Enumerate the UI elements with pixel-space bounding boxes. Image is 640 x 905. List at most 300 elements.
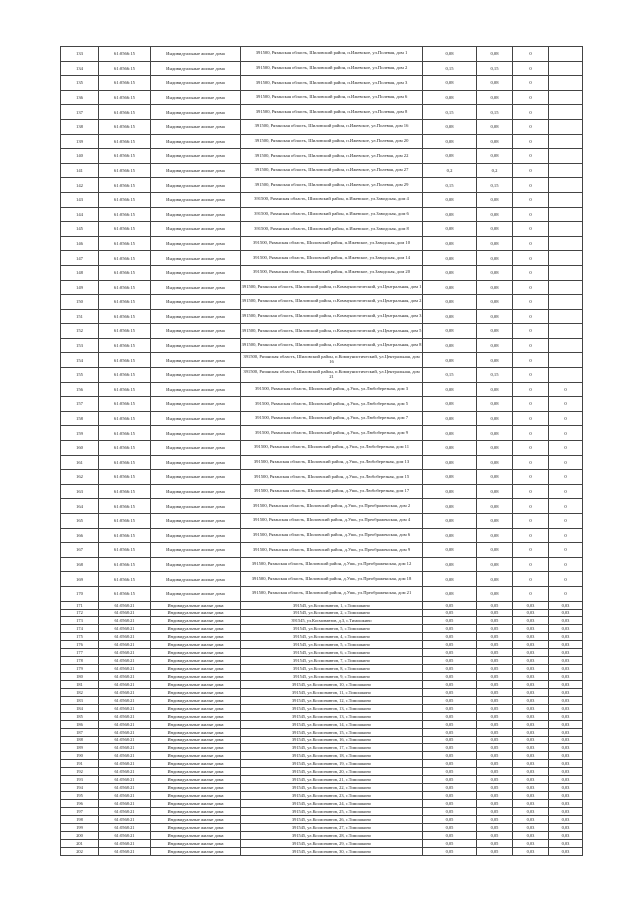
value-3-cell: 0 <box>513 353 549 368</box>
row-number-cell: 184 <box>61 704 99 712</box>
address-cell: 391500, Рязанская область, Шиловский район, п.Ижевское, ул.Полевая, дом 16 <box>241 119 423 134</box>
value-4-cell <box>549 251 583 266</box>
value-1-cell: 0,08 <box>423 338 477 353</box>
value-4-cell <box>549 236 583 251</box>
value-4-cell <box>549 149 583 164</box>
value-4-cell: 0,03 <box>549 792 583 800</box>
value-1-cell: 0,08 <box>423 265 477 280</box>
table-row <box>61 617 583 625</box>
table-row <box>61 47 583 62</box>
cadastral-code-cell: 61:0568:21 <box>99 776 151 784</box>
value-2-cell: 0,05 <box>477 768 513 776</box>
value-2-cell: 0,05 <box>477 680 513 688</box>
table-row <box>61 649 583 657</box>
row-number-cell: 166 <box>61 528 99 543</box>
cadastral-code-cell: 61:0566:15 <box>99 499 151 514</box>
address-cell: 391545, ул.Космонавтов, 27, с.Тимошкино <box>241 823 423 831</box>
value-4-cell: 0 <box>549 484 583 499</box>
address-cell: 391500, Рязанская область, Шиловский район, п.Ижевское, ул.Полевая, дом 2 <box>241 61 423 76</box>
table-row <box>61 680 583 688</box>
value-3-cell: 0,03 <box>513 673 549 681</box>
cadastral-code-cell: 61:0568:21 <box>99 617 151 625</box>
row-number-cell: 196 <box>61 800 99 808</box>
value-4-cell: 0,03 <box>549 831 583 839</box>
address-cell: 391500, Рязанская область, Шиловский район, п.Ижевское, ул.Заводская, дом 20 <box>241 265 423 280</box>
object-type-cell: Индивидуальные жилые дома <box>151 119 241 134</box>
address-cell: 391500, Рязанская область, Шиловский район, п.Ижевское, ул.Полевая, дом 20 <box>241 134 423 149</box>
cadastral-code-cell: 61:0568:21 <box>99 847 151 855</box>
value-2-cell: 0,08 <box>477 295 513 310</box>
address-cell: 391545, ул.Космонавтов, 30, с.Тимошкино <box>241 847 423 855</box>
cadastral-code-cell: 61:0568:21 <box>99 688 151 696</box>
value-1-cell: 0,05 <box>423 649 477 657</box>
table-row <box>61 207 583 222</box>
cadastral-code-cell: 61:0566:15 <box>99 134 151 149</box>
value-4-cell <box>549 309 583 324</box>
table-row <box>61 641 583 649</box>
value-4-cell: 0,03 <box>549 680 583 688</box>
value-3-cell: 0 <box>513 499 549 514</box>
value-4-cell: 0 <box>549 426 583 441</box>
address-cell: 391545, ул.Космонавтов, 1, с.Тимошкино <box>241 601 423 609</box>
value-1-cell: 0,2 <box>423 163 477 178</box>
value-3-cell: 0 <box>513 119 549 134</box>
value-1-cell: 0,05 <box>423 744 477 752</box>
value-2-cell: 0,05 <box>477 657 513 665</box>
table-row <box>61 368 583 383</box>
row-number-cell: 153 <box>61 338 99 353</box>
value-2-cell: 0,08 <box>477 528 513 543</box>
object-type-cell: Индивидуальные жилые дома <box>151 673 241 681</box>
value-1-cell: 0,05 <box>423 792 477 800</box>
cadastral-code-cell: 61:0566:15 <box>99 149 151 164</box>
value-1-cell: 0,08 <box>423 295 477 310</box>
value-2-cell: 0,15 <box>477 61 513 76</box>
table-row <box>61 752 583 760</box>
value-3-cell: 0 <box>513 105 549 120</box>
object-type-cell: Индивидуальные жилые дома <box>151 823 241 831</box>
value-3-cell: 0 <box>513 295 549 310</box>
cadastral-code-cell: 61:0566:15 <box>99 207 151 222</box>
row-number-cell: 139 <box>61 134 99 149</box>
value-3-cell: 0 <box>513 586 549 601</box>
object-type-cell: Индивидуальные жилые дома <box>151 586 241 601</box>
cadastral-code-cell: 61:0568:21 <box>99 657 151 665</box>
cadastral-code-cell: 61:0566:15 <box>99 397 151 412</box>
address-cell: 391545, ул.Космонавтов, 10, с.Тимошкино <box>241 680 423 688</box>
value-1-cell: 0,08 <box>423 514 477 529</box>
object-type-cell: Индивидуальные жилые дома <box>151 207 241 222</box>
address-cell: 391545, ул.Космонавтов, 17, с.Тимошкино <box>241 744 423 752</box>
address-cell: 391500, Рязанская область, Шиловский район, п.Ижевское, ул.Полевая, дом 8 <box>241 105 423 120</box>
address-cell: 391500, Рязанская область, Шиловский район, п.Коммунистический, ул.Центральная, дом 21 <box>241 368 423 383</box>
cadastral-code-cell: 61:0566:15 <box>99 528 151 543</box>
address-cell: 391500, Рязанская область, Шиловский район, д.Ушь, ул.Любоберезная, дом 15 <box>241 470 423 485</box>
row-number-cell: 181 <box>61 680 99 688</box>
value-3-cell: 0 <box>513 134 549 149</box>
value-1-cell: 0,05 <box>423 688 477 696</box>
address-cell: 391500, Рязанская область, Шиловский район, д.Ушь, ул.Преображенская, дом 2 <box>241 499 423 514</box>
value-4-cell <box>549 222 583 237</box>
value-4-cell: 0,03 <box>549 601 583 609</box>
object-type-cell: Индивидуальные жилые дома <box>151 800 241 808</box>
table-row <box>61 760 583 768</box>
value-3-cell: 0 <box>513 528 549 543</box>
value-3-cell: 0,03 <box>513 696 549 704</box>
value-3-cell: 0 <box>513 514 549 529</box>
row-number-cell: 144 <box>61 207 99 222</box>
value-2-cell: 0,05 <box>477 823 513 831</box>
object-type-cell: Индивидуальные жилые дома <box>151 309 241 324</box>
cadastral-code-cell: 61:0568:21 <box>99 815 151 823</box>
table-row <box>61 609 583 617</box>
value-3-cell: 0 <box>513 149 549 164</box>
value-2-cell: 0,08 <box>477 397 513 412</box>
value-2-cell: 0,05 <box>477 784 513 792</box>
value-3-cell: 0 <box>513 207 549 222</box>
table-row <box>61 324 583 339</box>
value-2-cell: 0,08 <box>477 149 513 164</box>
object-type-cell: Индивидуальные жилые дома <box>151 528 241 543</box>
row-number-cell: 177 <box>61 649 99 657</box>
address-cell: 391545, ул.Космонавтов, 8, с.Тимошкино <box>241 665 423 673</box>
address-cell: 391545, ул.Космонавтов, 9, с.Тимошкино <box>241 673 423 681</box>
table-row <box>61 76 583 91</box>
value-1-cell: 0,08 <box>423 236 477 251</box>
value-1-cell: 0,08 <box>423 90 477 105</box>
address-cell: 391500, Рязанская область, Шиловский район, д.Ушь, ул.Любоберезная, дом 9 <box>241 426 423 441</box>
value-2-cell: 0,08 <box>477 470 513 485</box>
address-cell: 391500, Рязанская область, Шиловский район, п.Коммунистический, ул.Центральная, дом 3 <box>241 309 423 324</box>
row-number-cell: 160 <box>61 441 99 456</box>
row-number-cell: 191 <box>61 760 99 768</box>
value-4-cell <box>549 207 583 222</box>
table-row <box>61 470 583 485</box>
value-4-cell: 0 <box>549 441 583 456</box>
value-3-cell: 0,03 <box>513 680 549 688</box>
cadastral-code-cell: 61:0568:21 <box>99 784 151 792</box>
row-number-cell: 185 <box>61 712 99 720</box>
row-number-cell: 171 <box>61 601 99 609</box>
value-4-cell: 0 <box>549 586 583 601</box>
object-type-cell: Индивидуальные жилые дома <box>151 760 241 768</box>
value-2-cell: 0,05 <box>477 776 513 784</box>
cadastral-code-cell: 61:0566:15 <box>99 426 151 441</box>
row-number-cell: 170 <box>61 586 99 601</box>
cadastral-code-cell: 61:0566:15 <box>99 324 151 339</box>
address-cell: 391500, Рязанская область, Шиловский район, п.Ижевское, ул.Полевая, дом 6 <box>241 90 423 105</box>
table-row <box>61 657 583 665</box>
object-type-cell: Индивидуальные жилые дома <box>151 353 241 368</box>
cadastral-code-cell: 61:0566:15 <box>99 236 151 251</box>
value-1-cell: 0,15 <box>423 105 477 120</box>
value-3-cell: 0,03 <box>513 649 549 657</box>
value-2-cell: 0,08 <box>477 543 513 558</box>
object-type-cell: Индивидуальные жилые дома <box>151 792 241 800</box>
cadastral-code-cell: 61:0568:21 <box>99 736 151 744</box>
value-4-cell <box>549 324 583 339</box>
table-body <box>61 47 583 856</box>
row-number-cell: 155 <box>61 368 99 383</box>
value-1-cell: 0,05 <box>423 657 477 665</box>
address-cell: 391545, ул.Космонавтов, 16, с.Тимошкино <box>241 736 423 744</box>
row-number-cell: 143 <box>61 192 99 207</box>
value-4-cell <box>549 192 583 207</box>
value-4-cell: 0,03 <box>549 633 583 641</box>
value-2-cell: 0,05 <box>477 839 513 847</box>
value-1-cell: 0,05 <box>423 641 477 649</box>
value-4-cell: 0 <box>549 528 583 543</box>
value-4-cell: 0,03 <box>549 665 583 673</box>
table-row <box>61 134 583 149</box>
value-3-cell: 0,03 <box>513 625 549 633</box>
value-2-cell: 0,05 <box>477 760 513 768</box>
table-row <box>61 251 583 266</box>
value-1-cell: 0,08 <box>423 149 477 164</box>
value-3-cell: 0 <box>513 557 549 572</box>
table-row <box>61 839 583 847</box>
cadastral-code-cell: 61:0566:15 <box>99 557 151 572</box>
object-type-cell: Индивидуальные жилые дома <box>151 163 241 178</box>
value-3-cell: 0,03 <box>513 815 549 823</box>
row-number-cell: 146 <box>61 236 99 251</box>
address-cell: 391545, ул.Космонавтов, 7, с.Тимошкино <box>241 657 423 665</box>
value-3-cell: 0 <box>513 309 549 324</box>
value-2-cell: 0,05 <box>477 800 513 808</box>
value-4-cell: 0,03 <box>549 609 583 617</box>
address-cell: 391500, Рязанская область, Шиловский район, п.Коммунистический, ул.Центральная, дом 1 <box>241 280 423 295</box>
value-3-cell: 0,03 <box>513 641 549 649</box>
object-type-cell: Индивидуальные жилые дома <box>151 744 241 752</box>
row-number-cell: 159 <box>61 426 99 441</box>
object-type-cell: Индивидуальные жилые дома <box>151 222 241 237</box>
value-4-cell: 0 <box>549 543 583 558</box>
address-cell: 391500, Рязанская область, Шиловский район, п.Ижевское, ул.Полевая, дом 22 <box>241 149 423 164</box>
value-1-cell: 0,05 <box>423 823 477 831</box>
row-number-cell: 179 <box>61 665 99 673</box>
cadastral-code-cell: 61:0566:15 <box>99 47 151 62</box>
address-cell: 391500, Рязанская область, Шиловский район, д.Ушь, ул.Преображенская, дом 12 <box>241 557 423 572</box>
table-row <box>61 792 583 800</box>
object-type-cell: Индивидуальные жилые дома <box>151 426 241 441</box>
value-1-cell: 0,05 <box>423 712 477 720</box>
object-type-cell: Индивидуальные жилые дома <box>151 265 241 280</box>
value-3-cell: 0 <box>513 251 549 266</box>
row-number-cell: 154 <box>61 353 99 368</box>
cadastral-code-cell: 61:0568:21 <box>99 665 151 673</box>
address-cell: 391545, ул.Космонавтов, 5, с.Тимошкино <box>241 641 423 649</box>
value-2-cell: 0,05 <box>477 625 513 633</box>
value-1-cell: 0,08 <box>423 484 477 499</box>
value-4-cell <box>549 368 583 383</box>
cadastral-code-cell: 61:0566:15 <box>99 105 151 120</box>
value-4-cell <box>549 61 583 76</box>
value-3-cell: 0,03 <box>513 712 549 720</box>
value-2-cell: 0,08 <box>477 265 513 280</box>
address-cell: 391500, Рязанская область, Шиловский район, п.Коммунистический, ул.Центральная, дом 16 <box>241 353 423 368</box>
value-4-cell: 0,03 <box>549 712 583 720</box>
value-3-cell: 0,03 <box>513 609 549 617</box>
table-row <box>61 163 583 178</box>
value-4-cell: 0,03 <box>549 800 583 808</box>
address-cell: 391500, Рязанская область, Шиловский район, д.Ушь, ул.Любоберезная, дом 7 <box>241 411 423 426</box>
object-type-cell: Индивидуальные жилые дома <box>151 280 241 295</box>
row-number-cell: 178 <box>61 657 99 665</box>
value-3-cell: 0,03 <box>513 728 549 736</box>
object-type-cell: Индивидуальные жилые дома <box>151 47 241 62</box>
address-cell: 391545, ул.Космонавтов, 13, с.Тимошкино <box>241 704 423 712</box>
value-4-cell: 0,03 <box>549 657 583 665</box>
object-type-cell: Индивидуальные жилые дома <box>151 455 241 470</box>
value-2-cell: 0,08 <box>477 426 513 441</box>
value-1-cell: 0,08 <box>423 119 477 134</box>
value-3-cell: 0 <box>513 411 549 426</box>
value-2-cell: 0,08 <box>477 514 513 529</box>
value-2-cell: 0,15 <box>477 105 513 120</box>
object-type-cell: Индивидуальные жилые дома <box>151 712 241 720</box>
value-4-cell <box>549 119 583 134</box>
row-number-cell: 140 <box>61 149 99 164</box>
address-cell: 391545, ул.Космонавтов, 24, с.Тимошкино <box>241 800 423 808</box>
row-number-cell: 169 <box>61 572 99 587</box>
table-row <box>61 557 583 572</box>
value-4-cell: 0 <box>549 411 583 426</box>
row-number-cell: 168 <box>61 557 99 572</box>
value-3-cell: 0 <box>513 192 549 207</box>
object-type-cell: Индивидуальные жилые дома <box>151 649 241 657</box>
table-row <box>61 105 583 120</box>
value-4-cell: 0,03 <box>549 776 583 784</box>
table-row <box>61 736 583 744</box>
object-type-cell: Индивидуальные жилые дома <box>151 847 241 855</box>
value-3-cell: 0,03 <box>513 831 549 839</box>
value-2-cell: 0,05 <box>477 792 513 800</box>
table-row <box>61 633 583 641</box>
value-2-cell: 0,08 <box>477 382 513 397</box>
value-1-cell: 0,08 <box>423 557 477 572</box>
value-1-cell: 0,08 <box>423 397 477 412</box>
row-number-cell: 187 <box>61 728 99 736</box>
object-type-cell: Индивидуальные жилые дома <box>151 665 241 673</box>
table-row <box>61 831 583 839</box>
row-number-cell: 195 <box>61 792 99 800</box>
address-cell: 391545, ул.Космонавтов, 26, с.Тимошкино <box>241 815 423 823</box>
value-4-cell <box>549 76 583 91</box>
value-2-cell: 0,08 <box>477 586 513 601</box>
table-row <box>61 704 583 712</box>
value-2-cell: 0,08 <box>477 353 513 368</box>
table-row <box>61 397 583 412</box>
cadastral-code-cell: 61:0568:21 <box>99 768 151 776</box>
table-row <box>61 192 583 207</box>
value-1-cell: 0,08 <box>423 499 477 514</box>
value-2-cell: 0,05 <box>477 688 513 696</box>
value-4-cell: 0,03 <box>549 673 583 681</box>
row-number-cell: 202 <box>61 847 99 855</box>
table-row <box>61 572 583 587</box>
row-number-cell: 167 <box>61 543 99 558</box>
value-1-cell: 0,08 <box>423 441 477 456</box>
address-cell: 391500, Рязанская область, Шиловский район, п.Ижевское, ул.Полевая, дом 29 <box>241 178 423 193</box>
row-number-cell: 152 <box>61 324 99 339</box>
object-type-cell: Индивидуальные жилые дома <box>151 76 241 91</box>
value-1-cell: 0,05 <box>423 752 477 760</box>
cadastral-code-cell: 61:0566:15 <box>99 484 151 499</box>
value-1-cell: 0,05 <box>423 617 477 625</box>
value-2-cell: 0,05 <box>477 815 513 823</box>
cadastral-code-cell: 61:0566:15 <box>99 368 151 383</box>
cadastral-code-cell: 61:0566:15 <box>99 411 151 426</box>
row-number-cell: 172 <box>61 609 99 617</box>
value-2-cell: 0,08 <box>477 236 513 251</box>
value-3-cell: 0 <box>513 470 549 485</box>
value-3-cell: 0,03 <box>513 744 549 752</box>
table-row <box>61 823 583 831</box>
object-type-cell: Индивидуальные жилые дома <box>151 192 241 207</box>
value-2-cell: 0,08 <box>477 47 513 62</box>
value-4-cell: 0,03 <box>549 744 583 752</box>
object-type-cell: Индивидуальные жилые дома <box>151 397 241 412</box>
value-1-cell: 0,05 <box>423 847 477 855</box>
value-3-cell: 0 <box>513 76 549 91</box>
value-4-cell <box>549 295 583 310</box>
cadastral-code-cell: 61:0566:15 <box>99 178 151 193</box>
cadastral-code-cell: 61:0568:21 <box>99 760 151 768</box>
address-cell: 391500, Рязанская область, Шиловский район, д.Ушь, ул.Любоберезная, дом 13 <box>241 455 423 470</box>
row-number-cell: 197 <box>61 807 99 815</box>
row-number-cell: 164 <box>61 499 99 514</box>
table-row <box>61 712 583 720</box>
value-4-cell: 0,03 <box>549 704 583 712</box>
value-3-cell: 0,03 <box>513 617 549 625</box>
row-number-cell: 158 <box>61 411 99 426</box>
value-2-cell: 0,05 <box>477 704 513 712</box>
value-4-cell: 0,03 <box>549 649 583 657</box>
cadastral-code-cell: 61:0566:15 <box>99 163 151 178</box>
cadastral-code-cell: 61:0568:21 <box>99 704 151 712</box>
row-number-cell: 156 <box>61 382 99 397</box>
object-type-cell: Индивидуальные жилые дома <box>151 178 241 193</box>
table-row <box>61 353 583 368</box>
table-row <box>61 441 583 456</box>
object-type-cell: Индивидуальные жилые дома <box>151 368 241 383</box>
value-3-cell: 0,03 <box>513 784 549 792</box>
value-1-cell: 0,08 <box>423 353 477 368</box>
value-1-cell: 0,05 <box>423 815 477 823</box>
object-type-cell: Индивидуальные жилые дома <box>151 633 241 641</box>
value-4-cell: 0,03 <box>549 688 583 696</box>
value-3-cell: 0 <box>513 572 549 587</box>
value-3-cell: 0 <box>513 484 549 499</box>
object-type-cell: Индивидуальные жилые дома <box>151 688 241 696</box>
cadastral-code-cell: 61:0568:21 <box>99 673 151 681</box>
value-3-cell: 0,03 <box>513 720 549 728</box>
value-2-cell: 0,15 <box>477 368 513 383</box>
value-2-cell: 0,08 <box>477 192 513 207</box>
row-number-cell: 173 <box>61 617 99 625</box>
object-type-cell: Индивидуальные жилые дома <box>151 617 241 625</box>
address-cell: 391500, Рязанская область, Шиловский район, п.Ижевское, ул.Полевая, дом 1 <box>241 47 423 62</box>
row-number-cell: 162 <box>61 470 99 485</box>
object-type-cell: Индивидуальные жилые дома <box>151 720 241 728</box>
cadastral-code-cell: 61:0566:15 <box>99 309 151 324</box>
value-2-cell: 0,08 <box>477 557 513 572</box>
table-row <box>61 601 583 609</box>
table-row <box>61 768 583 776</box>
value-3-cell: 0 <box>513 382 549 397</box>
value-1-cell: 0,08 <box>423 134 477 149</box>
address-cell: 391500, Рязанская область, Шиловский район, д.Ушь, ул.Преображенская, дом 6 <box>241 528 423 543</box>
